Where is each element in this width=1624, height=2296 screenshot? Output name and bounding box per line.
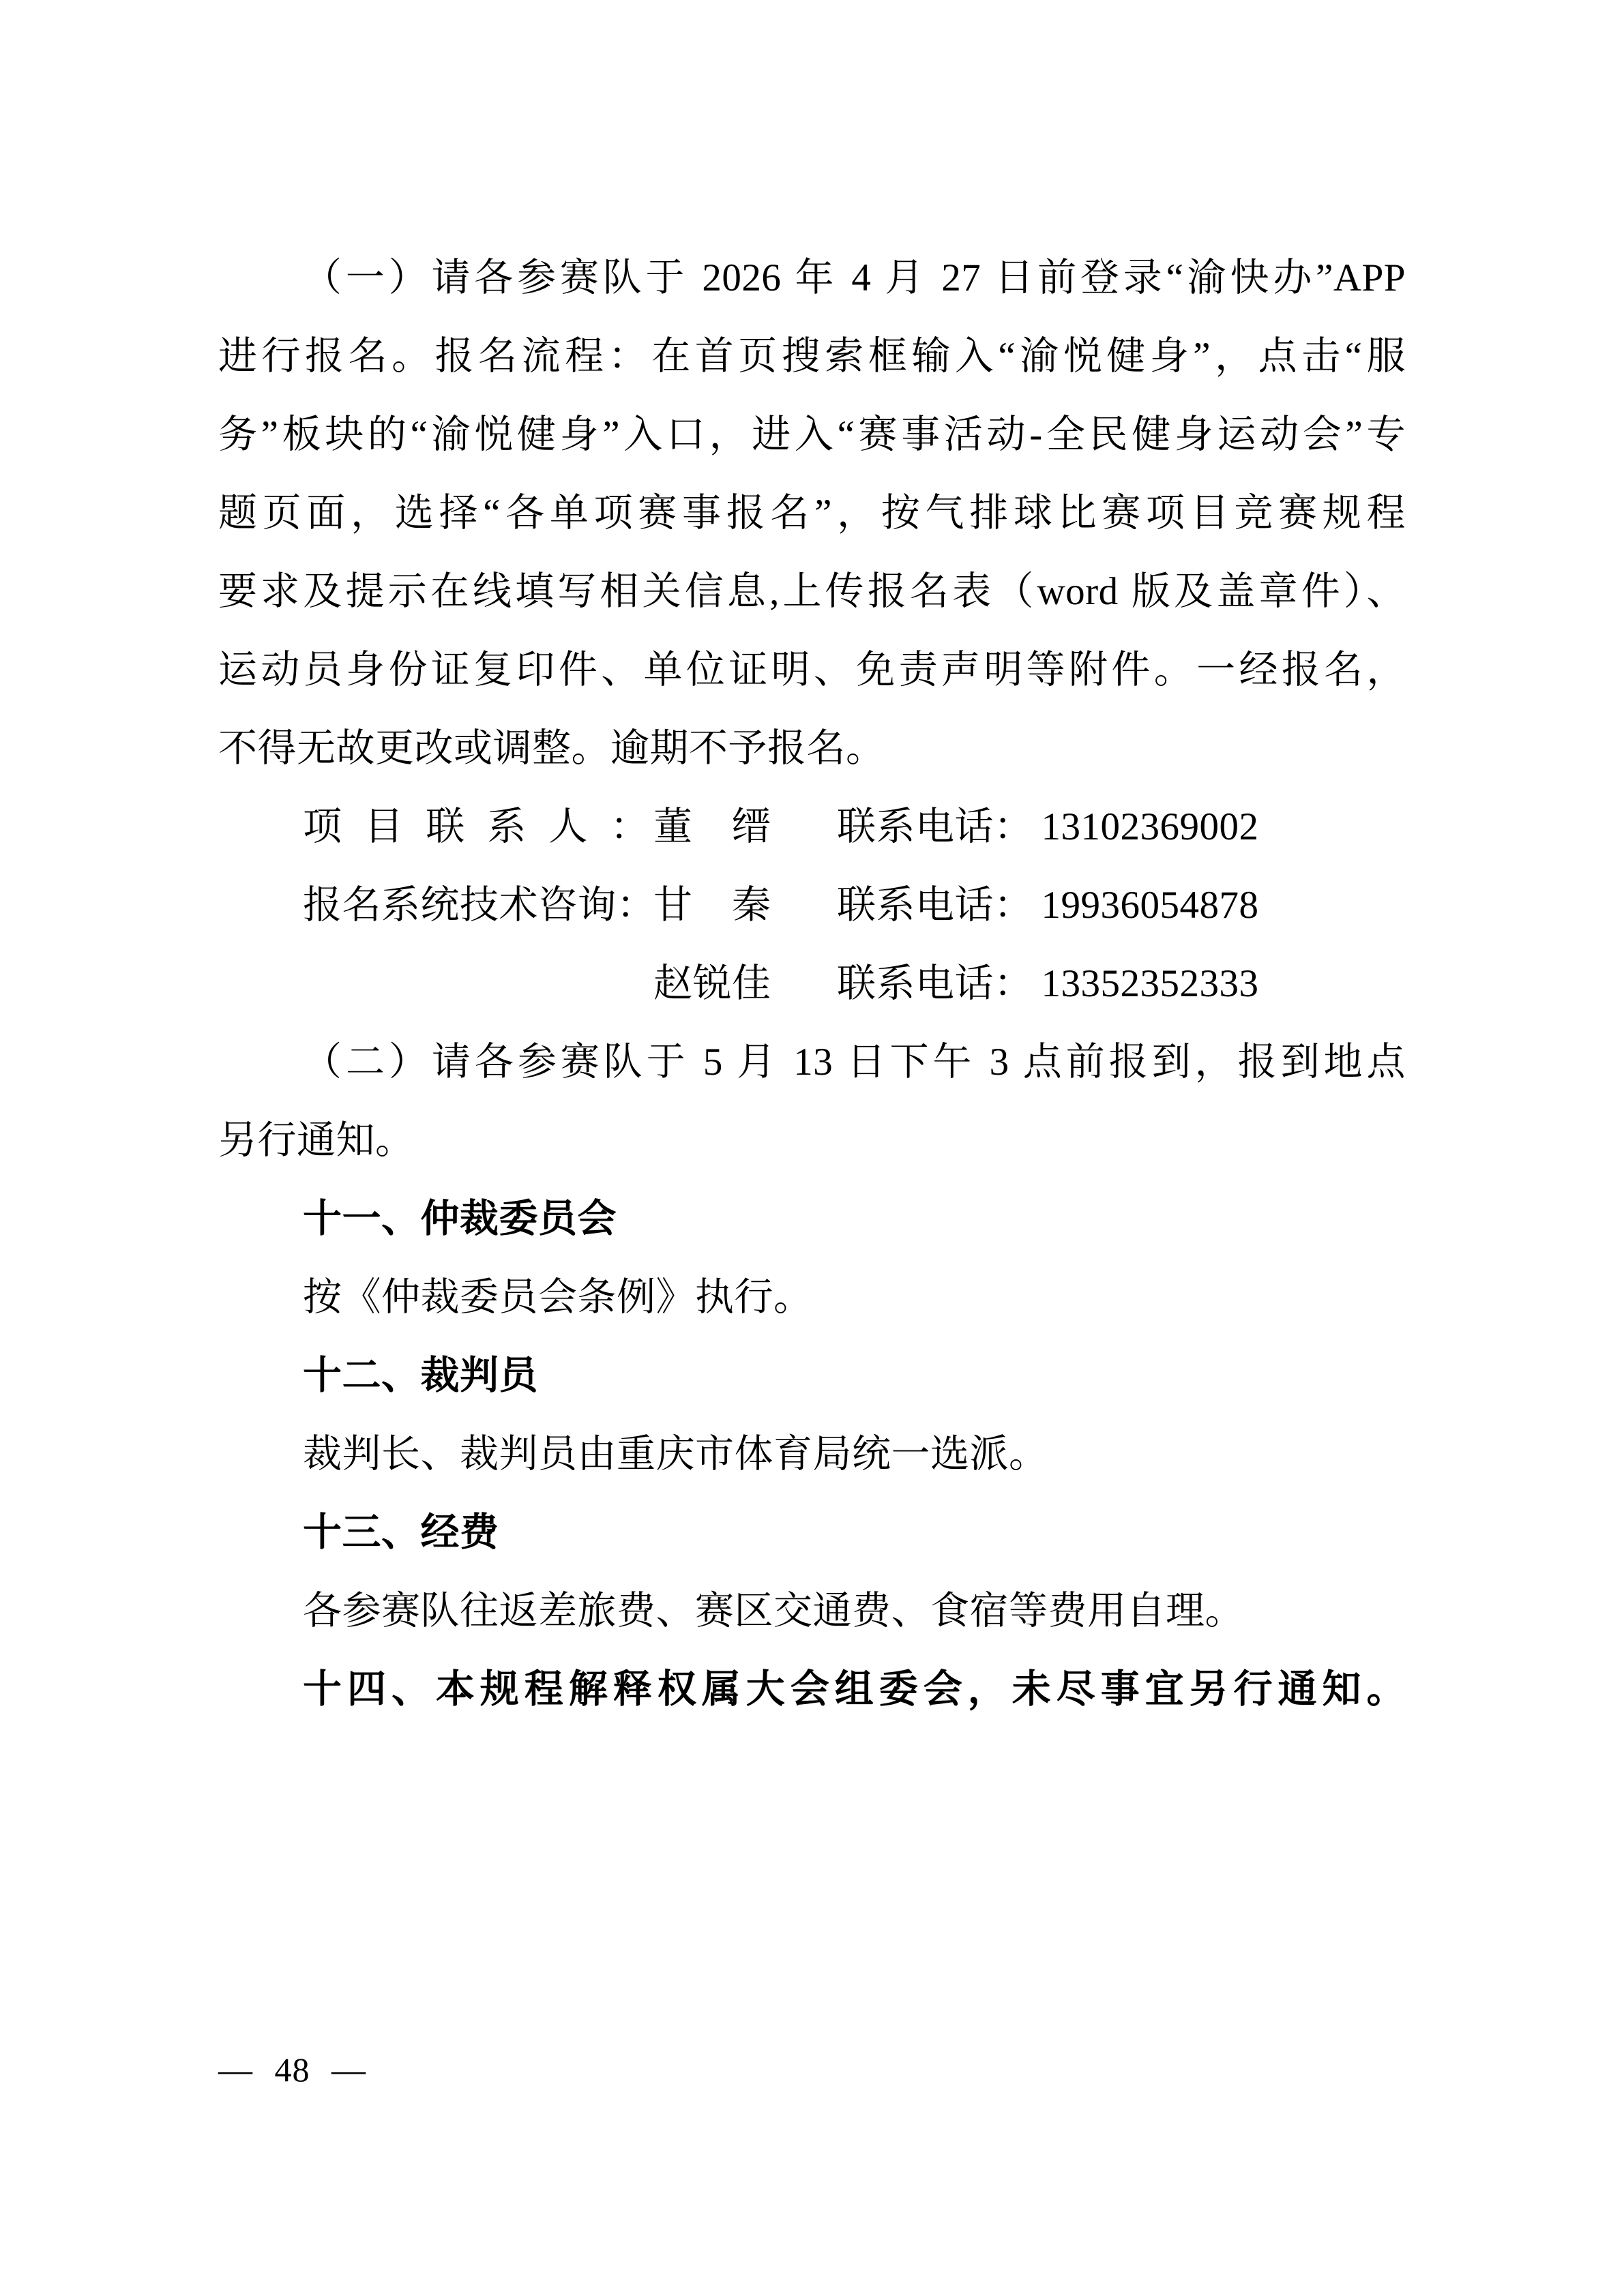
contact-row-project <box>218 788 1406 866</box>
contact-phone-label: 联系电话： <box>837 962 1033 1005</box>
paragraph-2-line-2: 另行通知。 <box>218 1119 415 1162</box>
contact-phone-label: 联系电话： <box>837 805 1033 848</box>
contact-phone-number: 13352352333 <box>1041 962 1259 1005</box>
paragraph-1-line-4: 题页面，选择“各单项赛事报名”，按气排球比赛项目竞赛规程 <box>218 492 1406 535</box>
contact-name: 甘 秦 <box>653 884 771 927</box>
section-12-body: 裁判长、裁判员由重庆市体育局统一选派。 <box>303 1433 1048 1476</box>
contact-label: 项目联系人： <box>303 805 649 848</box>
contact-phone-label: 联系电话： <box>837 884 1033 927</box>
paragraph-1-line-3: 务”板块的“渝悦健身”入口，进入“赛事活动-全民健身运动会”专 <box>218 413 1406 456</box>
section-13-heading: 十三、经费 <box>303 1510 499 1554</box>
section-14-heading: 十四、本规程解释权属大会组委会，未尽事宜另行通知。 <box>303 1667 1406 1711</box>
contact-label: 报名系统技术咨询： <box>303 884 656 927</box>
contact-phone-number: 13102369002 <box>1041 805 1259 848</box>
section-11-body: 按《仲裁委员会条例》执行。 <box>303 1276 813 1319</box>
section-12-heading: 十二、裁判员 <box>303 1354 538 1397</box>
contact-row-tech-support <box>218 866 1406 944</box>
page-number: — 48 — <box>218 2051 366 2089</box>
paragraph-1-line-2: 进行报名。报名流程：在首页搜索框输入“渝悦健身”，点击“服 <box>218 335 1406 378</box>
contact-name: 董 缙 <box>653 805 771 848</box>
paragraph-1-line-7: 不得无故更改或调整。逾期不予报名。 <box>218 727 885 770</box>
document-body <box>218 239 1406 1729</box>
section-11-heading: 十一、仲裁委员会 <box>303 1197 617 1240</box>
contact-name: 赵锐佳 <box>653 962 771 1005</box>
contact-phone-number: 19936054878 <box>1041 884 1259 927</box>
paragraph-1-line-1: （一）请各参赛队于 2026 年 4 月 27 日前登录“渝快办”APP <box>303 256 1406 299</box>
contact-row-tech-support-2 <box>218 944 1406 1023</box>
paragraph-1-line-6: 运动员身份证复印件、单位证明、免责声明等附件。一经报名， <box>218 648 1406 691</box>
paragraph-1-line-5: 要求及提示在线填写相关信息,上传报名表（word 版及盖章件）、 <box>218 570 1406 613</box>
section-13-body: 各参赛队往返差旅费、赛区交通费、食宿等费用自理。 <box>303 1590 1244 1632</box>
paragraph-2-line-1: （二）请各参赛队于 5 月 13 日下午 3 点前报到，报到地点 <box>303 1041 1406 1084</box>
